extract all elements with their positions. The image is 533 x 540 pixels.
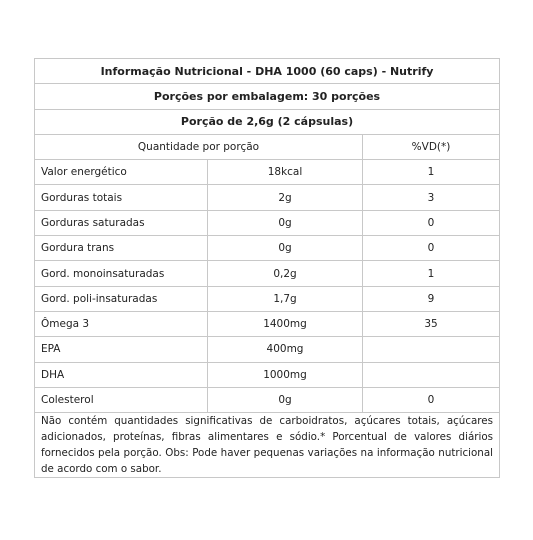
table-row: [35, 210, 500, 235]
nutrient-name: Gorduras saturadas: [35, 210, 208, 235]
nutrient-dv: 0: [363, 210, 500, 235]
nutrient-dv: 0: [363, 387, 500, 412]
nutrient-amount: 0g: [208, 236, 363, 261]
nutrient-dv: [363, 362, 500, 387]
nutrient-name: Gord. poli-insaturadas: [35, 286, 208, 311]
header-row: [35, 134, 500, 159]
table-row: [35, 286, 500, 311]
nutrient-amount: 1000mg: [208, 362, 363, 387]
table-row: [35, 311, 500, 336]
table-row: [35, 387, 500, 412]
nutrient-dv: 35: [363, 311, 500, 336]
nutrition-facts-table: [34, 58, 500, 478]
nutrient-amount: 400mg: [208, 337, 363, 362]
nutrient-dv: 3: [363, 185, 500, 210]
nutrient-name: EPA: [35, 337, 208, 362]
table-row: [35, 337, 500, 362]
footnote: Não contém quantidades significativas de carboidratos, açúcares totais, açúcares adicionados, proteínas, fibras alimentares e sódio.* Porcentual de valores diários fornecidos pela porção. Obs: Pode haver pequenas variações na informação nutricional de acordo com o sabor.: [35, 413, 500, 478]
nutrient-name: Gordura trans: [35, 236, 208, 261]
table-row: [35, 185, 500, 210]
nutrient-name: Valor energético: [35, 160, 208, 185]
nutrient-name: Gorduras totais: [35, 185, 208, 210]
table-title: Informação Nutricional - DHA 1000 (60 caps) - Nutrify: [35, 59, 500, 84]
nutrient-dv: 1: [363, 261, 500, 286]
table-row: [35, 236, 500, 261]
serving-size: Porção de 2,6g (2 cápsulas): [35, 109, 500, 134]
nutrient-amount: 0,2g: [208, 261, 363, 286]
nutrient-name: Ômega 3: [35, 311, 208, 336]
nutrient-amount: 2g: [208, 185, 363, 210]
footnote-row: [35, 413, 500, 478]
table-row: [35, 261, 500, 286]
nutrient-amount: 1400mg: [208, 311, 363, 336]
title-row: [35, 59, 500, 84]
nutrient-name: Gord. monoinsaturadas: [35, 261, 208, 286]
nutrient-dv: 9: [363, 286, 500, 311]
nutrient-amount: 1,7g: [208, 286, 363, 311]
servings-per-package: Porções por embalagem: 30 porções: [35, 84, 500, 109]
nutrient-name: Colesterol: [35, 387, 208, 412]
serving-size-row: [35, 109, 500, 134]
nutrient-amount: 0g: [208, 387, 363, 412]
nutrient-dv: 0: [363, 236, 500, 261]
header-dv: %VD(*): [363, 134, 500, 159]
nutrient-amount: 0g: [208, 210, 363, 235]
nutrient-dv: 1: [363, 160, 500, 185]
servings-row: [35, 84, 500, 109]
header-quantity: Quantidade por porção: [35, 134, 363, 159]
table-row: [35, 362, 500, 387]
table-row: [35, 160, 500, 185]
nutrient-dv: [363, 337, 500, 362]
nutrient-amount: 18kcal: [208, 160, 363, 185]
nutrient-name: DHA: [35, 362, 208, 387]
